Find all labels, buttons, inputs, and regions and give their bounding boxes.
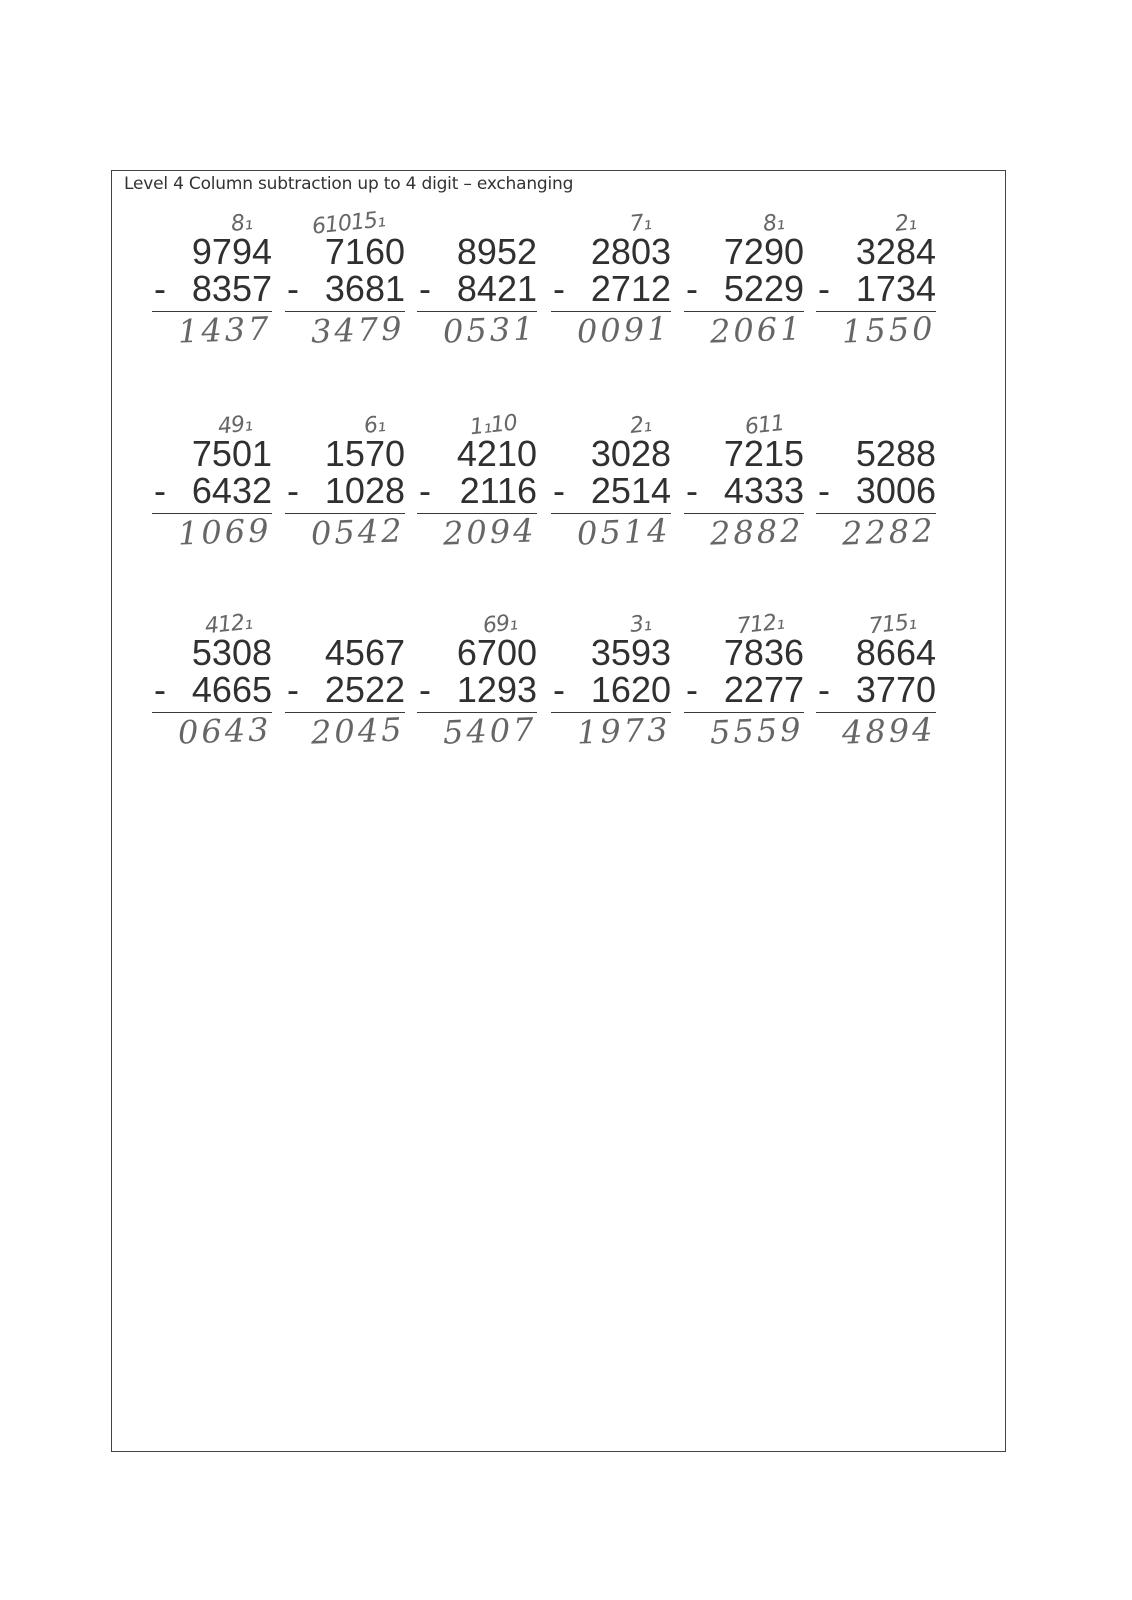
minuend: 3028 xyxy=(590,433,671,474)
handwritten-exchange-marks: 412₁ xyxy=(204,609,254,640)
minuend: 2803 xyxy=(590,231,671,272)
handwritten-exchange-marks: 2₁ xyxy=(893,209,918,238)
handwritten-exchange-marks: 6₁ xyxy=(362,411,387,440)
subtraction-problem xyxy=(150,609,280,772)
problem-row xyxy=(112,609,1005,772)
minus-sign: - xyxy=(686,268,698,309)
minuend: 8952 xyxy=(456,231,537,272)
minuend: 6700 xyxy=(456,632,537,673)
handwritten-exchange-marks: 712₁ xyxy=(736,609,786,640)
minus-sign: - xyxy=(818,669,830,710)
minuend: 7215 xyxy=(723,433,804,474)
minuend: 1570 xyxy=(324,433,405,474)
handwritten-exchange-marks: 8₁ xyxy=(761,209,786,238)
minuend: 5308 xyxy=(191,632,272,673)
subtrahend: 5229 xyxy=(723,268,804,309)
handwritten-answer: 1437 xyxy=(177,309,273,351)
handwritten-answer: 2282 xyxy=(841,511,937,553)
minuend: 7290 xyxy=(723,231,804,272)
handwritten-answer: 0542 xyxy=(310,511,406,553)
handwritten-exchange-marks: 611 xyxy=(743,411,786,440)
subtrahend: 1028 xyxy=(324,470,405,511)
minus-sign: - xyxy=(419,470,431,511)
minus-sign: - xyxy=(287,268,299,309)
subtrahend: 2712 xyxy=(590,268,671,309)
worksheet-frame xyxy=(111,170,1006,1452)
handwritten-answer: 2061 xyxy=(709,309,805,351)
subtrahend: 2116 xyxy=(459,470,537,511)
handwritten-answer: 5559 xyxy=(709,710,805,752)
minuend: 4210 xyxy=(456,433,537,474)
worksheet-title: Level 4 Column subtraction up to 4 digit – exchanging xyxy=(124,174,574,194)
subtraction-problem xyxy=(415,612,545,772)
minus-sign: - xyxy=(553,470,565,511)
handwritten-exchange-marks: 715₁ xyxy=(868,609,918,640)
subtraction-problem xyxy=(415,211,545,371)
handwritten-exchange-marks: 49₁ xyxy=(216,411,254,440)
minus-sign: - xyxy=(154,470,166,511)
handwritten-answer: 0514 xyxy=(576,511,672,553)
minus-sign: - xyxy=(686,470,698,511)
subtraction-problem xyxy=(283,413,413,573)
subtraction-problem xyxy=(283,612,413,772)
subtrahend: 4333 xyxy=(723,470,804,511)
subtraction-problem xyxy=(283,207,413,371)
subtrahend: 6432 xyxy=(191,470,272,511)
handwritten-exchange-marks: 69₁ xyxy=(481,610,519,639)
handwritten-answer: 0531 xyxy=(442,309,538,351)
minus-sign: - xyxy=(553,268,565,309)
subtraction-problem xyxy=(682,413,812,573)
subtrahend: 3770 xyxy=(855,669,936,710)
subtraction-problem xyxy=(150,211,280,371)
handwritten-exchange-marks: 7₁ xyxy=(628,209,653,238)
handwritten-answer: 1069 xyxy=(177,511,273,553)
minus-sign: - xyxy=(686,669,698,710)
subtrahend: 1620 xyxy=(590,669,671,710)
handwritten-answer: 1550 xyxy=(841,309,937,351)
minuend: 7160 xyxy=(324,231,405,272)
minus-sign: - xyxy=(287,669,299,710)
minus-sign: - xyxy=(553,669,565,710)
handwritten-answer: 3479 xyxy=(310,309,406,351)
problem-row xyxy=(112,207,1005,371)
subtrahend: 3681 xyxy=(324,268,405,309)
handwritten-exchange-marks: 3₁ xyxy=(628,610,653,639)
handwritten-answer: 4894 xyxy=(841,710,937,752)
subtraction-problem xyxy=(549,211,679,371)
minuend: 8664 xyxy=(855,632,936,673)
subtrahend: 2277 xyxy=(723,669,804,710)
handwritten-exchange-marks: 2₁ xyxy=(628,411,653,440)
handwritten-answer: 2094 xyxy=(442,511,538,553)
minus-sign: - xyxy=(287,470,299,511)
subtrahend: 3006 xyxy=(855,470,936,511)
minus-sign: - xyxy=(154,669,166,710)
subtrahend: 2514 xyxy=(590,470,671,511)
minuend: 3284 xyxy=(855,231,936,272)
handwritten-exchange-marks: 1₁10 xyxy=(469,410,519,441)
handwritten-exchange-marks: 8₁ xyxy=(229,209,254,238)
minuend: 7501 xyxy=(191,433,272,474)
minuend: 3593 xyxy=(590,632,671,673)
handwritten-answer: 2882 xyxy=(709,511,805,553)
minus-sign: - xyxy=(818,268,830,309)
subtraction-problem xyxy=(682,211,812,371)
handwritten-answer: 1973 xyxy=(576,710,672,752)
minuend: 7836 xyxy=(723,632,804,673)
subtrahend: 1734 xyxy=(855,268,936,309)
handwritten-answer: 0643 xyxy=(177,710,273,752)
handwritten-answer: 0091 xyxy=(576,309,672,351)
subtrahend: 8357 xyxy=(191,268,272,309)
minus-sign: - xyxy=(419,268,431,309)
minus-sign: - xyxy=(419,669,431,710)
subtrahend: 2522 xyxy=(324,669,405,710)
handwritten-answer: 2045 xyxy=(310,710,406,752)
problem-row xyxy=(112,410,1005,573)
minuend: 4567 xyxy=(324,632,405,673)
subtrahend: 4665 xyxy=(191,669,272,710)
subtraction-problem xyxy=(814,211,944,371)
subtrahend: 1293 xyxy=(456,669,537,710)
subtrahend: 8421 xyxy=(456,268,537,309)
subtraction-problem xyxy=(682,609,812,772)
subtraction-problem xyxy=(549,413,679,573)
subtraction-problem xyxy=(549,612,679,772)
subtraction-problem xyxy=(814,413,944,573)
minuend: 9794 xyxy=(191,231,272,272)
subtraction-problem xyxy=(150,413,280,573)
handwritten-answer: 5407 xyxy=(442,710,538,752)
minus-sign: - xyxy=(154,268,166,309)
subtraction-problem xyxy=(415,410,545,573)
subtraction-problem xyxy=(814,609,944,772)
handwritten-exchange-marks: 61015₁ xyxy=(311,207,387,240)
minuend: 5288 xyxy=(855,433,936,474)
minus-sign: - xyxy=(818,470,830,511)
